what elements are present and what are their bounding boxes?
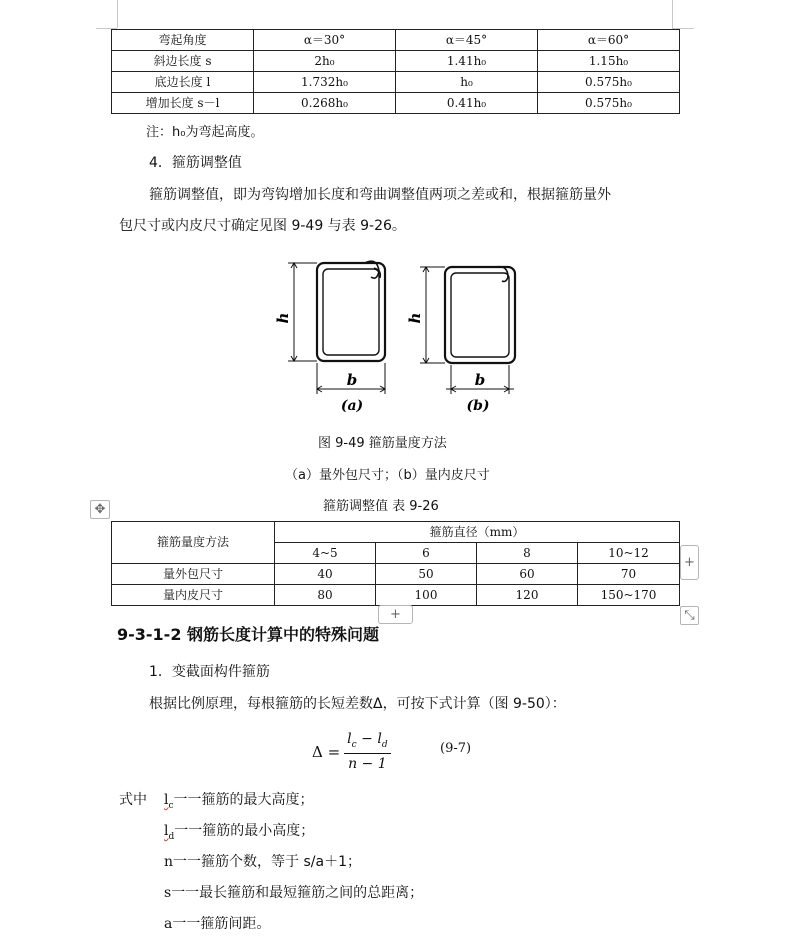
table-row bbox=[112, 564, 680, 585]
table-cell[interactable]: 150~170 bbox=[578, 585, 680, 606]
stirrup-b bbox=[445, 267, 515, 363]
table-cell[interactable]: 70 bbox=[578, 564, 680, 585]
paragraph-line: 根据比例原理，每根箍筋的长短差数Δ，可按下式计算（图 9-50）： bbox=[149, 696, 566, 712]
table-row bbox=[112, 93, 680, 114]
formula-number: (9-7) bbox=[440, 741, 472, 756]
table-cell[interactable]: α＝30° bbox=[254, 30, 396, 51]
formula-sym: l bbox=[377, 730, 382, 747]
table-cell[interactable]: 底边长度 l bbox=[112, 72, 254, 93]
definition-text: 一一箍筋的最大高度； bbox=[173, 792, 314, 808]
formula-sub: d bbox=[381, 739, 388, 750]
figure-label-a: (a) bbox=[340, 398, 364, 414]
formula bbox=[312, 730, 391, 774]
move-icon: ✥ bbox=[94, 502, 106, 517]
table-cell[interactable]: 量外包尺寸 bbox=[112, 564, 275, 585]
table-row bbox=[112, 51, 680, 72]
table-cell[interactable]: 6 bbox=[376, 543, 477, 564]
definition-item bbox=[164, 789, 314, 811]
table-move-handle[interactable] bbox=[90, 500, 110, 519]
stirrup-figure bbox=[270, 248, 530, 418]
definition-text: 一一最长箍筋和最短箍筋之间的总距离； bbox=[171, 885, 424, 901]
figure-caption: 图 9-49 箍筋量度方法 bbox=[318, 436, 447, 451]
table-cell[interactable]: 量内皮尺寸 bbox=[112, 585, 275, 606]
section-heading: 4．箍筋调整值 bbox=[149, 155, 242, 171]
table-cell[interactable]: 弯起角度 bbox=[112, 30, 254, 51]
add-row-button[interactable] bbox=[378, 605, 413, 624]
table-row bbox=[112, 30, 680, 51]
table-cell[interactable]: 50 bbox=[376, 564, 477, 585]
plus-icon: + bbox=[390, 607, 401, 622]
plus-icon: + bbox=[684, 555, 695, 570]
symbol-text: l bbox=[164, 792, 169, 808]
dim-label-b-a: b bbox=[346, 371, 358, 389]
page-corner-right bbox=[672, 0, 673, 28]
table-header-cell[interactable]: 箍筋直径（mm） bbox=[275, 522, 680, 543]
figure-label-b: (b) bbox=[466, 398, 490, 414]
table-cell[interactable]: 0.575h₀ bbox=[538, 93, 680, 114]
definition-text: 一一箍筋的最小高度； bbox=[174, 823, 315, 839]
table-resize-handle[interactable] bbox=[680, 606, 699, 625]
table-cell[interactable]: 2h₀ bbox=[254, 51, 396, 72]
table-cell[interactable]: 斜边长度 s bbox=[112, 51, 254, 72]
bend-angle-table bbox=[111, 29, 680, 114]
formula-sub: c bbox=[351, 739, 357, 750]
table-title: 箍筋调整值 表 9-26 bbox=[323, 499, 439, 514]
symbol-sub: d bbox=[168, 831, 175, 842]
table-cell[interactable]: 120 bbox=[477, 585, 578, 606]
definition-item bbox=[164, 851, 361, 871]
definition-symbol: s bbox=[164, 885, 172, 901]
table-cell[interactable]: 0.575h₀ bbox=[538, 72, 680, 93]
table-cell[interactable]: 60 bbox=[477, 564, 578, 585]
formula-sym: l bbox=[347, 730, 352, 747]
stirrup-a bbox=[317, 261, 385, 361]
dim-label-h-a: h bbox=[274, 312, 292, 324]
definition-symbol bbox=[164, 792, 174, 811]
table-row bbox=[112, 585, 680, 606]
table-note: 注：h₀为弯起高度。 bbox=[146, 125, 264, 140]
table-cell[interactable]: 100 bbox=[376, 585, 477, 606]
table-cell[interactable]: 1.41h₀ bbox=[396, 51, 538, 72]
formula-fraction bbox=[344, 730, 390, 775]
table-cell[interactable]: 0.268h₀ bbox=[254, 93, 396, 114]
figure-subcaption: （a）量外包尺寸；（b）量内皮尺寸 bbox=[285, 468, 490, 483]
add-column-button[interactable] bbox=[680, 545, 699, 580]
paragraph-line: 箍筋调整值，即为弯钩增加长度和弯曲调整值两项之差或和，根据箍筋量外 bbox=[149, 187, 611, 203]
section-heading: 9-3-1-2 钢筋长度计算中的特殊问题 bbox=[117, 625, 380, 644]
definition-text: 一一箍筋间距。 bbox=[172, 916, 271, 932]
definition-text: 一一箍筋个数，等于 s/a＋1； bbox=[173, 854, 361, 870]
dimension-h-a bbox=[288, 263, 317, 361]
table-cell[interactable]: α＝45° bbox=[396, 30, 538, 51]
table-cell[interactable]: 1.732h₀ bbox=[254, 72, 396, 93]
table-row bbox=[112, 72, 680, 93]
table-cell[interactable]: 80 bbox=[275, 585, 376, 606]
table-header-cell[interactable]: 箍筋量度方法 bbox=[112, 522, 275, 564]
formula-numerator bbox=[344, 730, 390, 755]
definition-symbol bbox=[164, 823, 175, 842]
paragraph-line: 包尺寸或内皮尺寸确定见图 9-49 与表 9-26。 bbox=[119, 218, 406, 234]
page-corner-left bbox=[117, 0, 118, 28]
dim-label-h-b: h bbox=[406, 312, 424, 324]
table-cell[interactable]: 4~5 bbox=[275, 543, 376, 564]
table-cell[interactable]: h₀ bbox=[396, 72, 538, 93]
where-label: 式中 bbox=[119, 792, 147, 808]
table-row bbox=[112, 522, 680, 543]
definition-item bbox=[164, 820, 314, 842]
definition-item bbox=[164, 882, 423, 902]
table-cell[interactable]: α＝60° bbox=[538, 30, 680, 51]
stirrup-adjustment-table bbox=[111, 521, 680, 606]
table-cell[interactable]: 8 bbox=[477, 543, 578, 564]
table-cell[interactable]: 1.15h₀ bbox=[538, 51, 680, 72]
formula-denominator: n − 1 bbox=[348, 756, 387, 773]
formula-minus: − bbox=[356, 730, 378, 747]
definition-symbol: a bbox=[164, 916, 173, 932]
table-cell[interactable]: 10~12 bbox=[578, 543, 680, 564]
resize-icon: ⤡ bbox=[684, 608, 695, 623]
symbol-text: l bbox=[164, 823, 169, 839]
symbol-sub: c bbox=[168, 800, 174, 811]
table-cell[interactable]: 0.41h₀ bbox=[396, 93, 538, 114]
definition-symbol: n bbox=[164, 854, 174, 870]
table-cell[interactable]: 增加长度 s－l bbox=[112, 93, 254, 114]
dim-label-b-b: b bbox=[474, 371, 486, 389]
definition-item bbox=[164, 913, 270, 933]
formula-lhs: Δ = bbox=[312, 743, 341, 761]
subsection-heading: 1．变截面构件箍筋 bbox=[149, 664, 270, 680]
table-cell[interactable]: 40 bbox=[275, 564, 376, 585]
